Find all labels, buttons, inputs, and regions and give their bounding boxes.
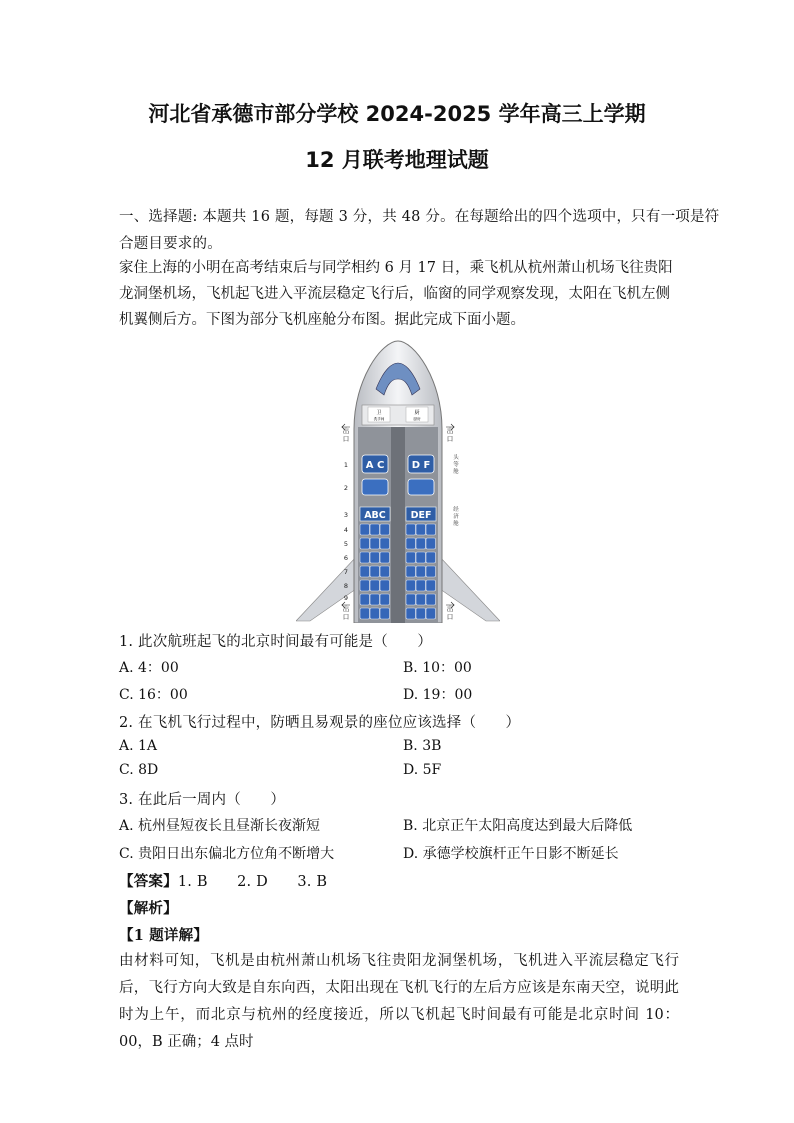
economy-seat (406, 538, 416, 549)
economy-seat (416, 594, 426, 605)
svg-text:厨房: 厨房 (413, 417, 421, 421)
economy-seat (380, 580, 390, 591)
svg-text:DEF: DEF (410, 510, 432, 521)
economy-seat (416, 608, 426, 619)
economy-seat (380, 608, 390, 619)
economy-seat (360, 524, 370, 535)
economy-seat (370, 552, 380, 563)
svg-text:5: 5 (343, 540, 349, 548)
answer-text: 1. B 2. D 3. B (177, 874, 328, 890)
svg-text:厨: 厨 (414, 410, 420, 416)
svg-text:1: 1 (343, 461, 349, 469)
question-2-option-a[interactable]: A. 1A (119, 738, 158, 754)
question-3-option-d[interactable]: D. 承德学校旗杆正午日影不断延长 (403, 846, 619, 862)
svg-text:口: 口 (342, 435, 350, 443)
economy-seat (370, 566, 380, 577)
answer-label: 【答案】 (119, 873, 178, 890)
economy-seat (406, 566, 416, 577)
economy-seat (380, 552, 390, 563)
svg-text:D F: D F (411, 460, 431, 471)
economy-seat (360, 566, 370, 577)
economy-seat (426, 608, 436, 619)
economy-seat (360, 580, 370, 591)
economy-seat (426, 538, 436, 549)
analysis-heading: 【解析】 (119, 900, 178, 917)
question-2-option-d[interactable]: D. 5F (403, 762, 442, 778)
svg-text:舱: 舱 (453, 521, 459, 527)
economy-seat (416, 524, 426, 535)
economy-seat (406, 524, 416, 535)
economy-seat (370, 580, 380, 591)
svg-text:A C: A C (365, 460, 385, 471)
economy-seat (426, 552, 436, 563)
svg-text:经: 经 (453, 507, 459, 513)
question-1-option-c[interactable]: C. 16：00 (119, 687, 188, 703)
economy-seat (370, 538, 380, 549)
question-3-option-a[interactable]: A. 杭州昼短夜长且昼渐长夜渐短 (119, 818, 321, 834)
svg-text:ABC: ABC (364, 510, 386, 521)
economy-seat (360, 552, 370, 563)
question-3-option-b[interactable]: B. 北京正午太阳高度达到最大后降低 (403, 818, 633, 834)
svg-text:口: 口 (342, 613, 350, 621)
economy-seat (426, 594, 436, 605)
question-3-stem: 3. 在此后一周内（ ） (119, 792, 286, 808)
svg-text:等: 等 (453, 462, 459, 468)
economy-seat (426, 580, 436, 591)
economy-seat (380, 566, 390, 577)
question-1-option-a[interactable]: A. 4：00 (119, 660, 179, 676)
detail-heading: 【1 题详解】 (119, 927, 209, 944)
economy-seat (406, 594, 416, 605)
economy-seat (370, 608, 380, 619)
svg-text:3: 3 (343, 511, 349, 519)
section-instruction-line2: 合题目要求的。 (119, 236, 222, 252)
economy-seat (426, 566, 436, 577)
question-1-stem: 1. 此次航班起飞的北京时间最有可能是（ ） (119, 634, 433, 650)
economy-seat (370, 524, 380, 535)
svg-text:2: 2 (343, 484, 349, 492)
question-2-stem: 2. 在飞机飞行过程中，防晒且易观景的座位应该选择（ ） (119, 715, 521, 731)
svg-text:洗手间: 洗手间 (373, 417, 385, 421)
svg-text:出: 出 (446, 427, 454, 435)
economy-seat (406, 552, 416, 563)
economy-seat (380, 538, 390, 549)
economy-seat (360, 608, 370, 619)
question-1-option-d[interactable]: D. 19：00 (403, 687, 473, 703)
economy-seat (360, 594, 370, 605)
svg-text:口: 口 (446, 613, 454, 621)
svg-text:出: 出 (446, 605, 454, 613)
question-1-option-b[interactable]: B. 10：00 (403, 660, 472, 676)
svg-text:4: 4 (343, 526, 349, 534)
svg-text:舱: 舱 (453, 469, 459, 475)
question-3-option-c[interactable]: C. 贵阳日出东偏北方位角不断增大 (119, 846, 335, 862)
economy-seat (360, 538, 370, 549)
seat-map-figure (296, 339, 500, 623)
aisle (391, 427, 405, 623)
detail-paragraph: 由材料可知，飞机是由杭州萧山机场飞往贵阳龙洞堡机场，飞机进入平流层稳定飞行后，飞行方向大致是自东向西，太阳出现在飞机飞行的左后方应该是东南天空，说明此时为上午，而北京与杭州的经度接近，所以飞机起飞时间最有可能是北京时间 10：00，B 正确；4 点时 (119, 953, 679, 1050)
svg-text:口: 口 (446, 435, 454, 443)
question-2-option-b[interactable]: B. 3B (403, 738, 442, 754)
svg-text:出: 出 (342, 605, 350, 613)
section-instruction-line1: 一、选择题: 本题共 16 题，每题 3 分，共 48 分。在每题给出的四个选项中，只有一项是符 (119, 209, 720, 225)
economy-seat (416, 566, 426, 577)
economy-seat (406, 580, 416, 591)
svg-text:9: 9 (343, 594, 349, 602)
svg-text:8: 8 (343, 582, 349, 590)
answer-line (119, 870, 327, 891)
question-2-option-c[interactable]: C. 8D (119, 762, 159, 778)
svg-text:6: 6 (343, 554, 349, 562)
economy-seat (416, 580, 426, 591)
economy-seat (380, 594, 390, 605)
document-title-line2: 12 月联考地理试题 (305, 148, 489, 172)
document-title-line1: 河北省承德市部分学校 2024-2025 学年高三上学期 (148, 102, 646, 126)
economy-seat (416, 552, 426, 563)
svg-text:出: 出 (342, 427, 350, 435)
svg-text:济: 济 (453, 514, 459, 520)
economy-seat (426, 524, 436, 535)
economy-seat (416, 538, 426, 549)
svg-text:卫: 卫 (376, 410, 382, 416)
economy-seat (380, 524, 390, 535)
svg-text:头: 头 (453, 455, 459, 461)
economy-seat (370, 594, 380, 605)
svg-text:7: 7 (343, 568, 349, 576)
economy-seat (406, 608, 416, 619)
material-paragraph: 家住上海的小明在高考结束后与同学相约 6 月 17 日，乘飞机从杭州萧山机场飞往贵阳龙洞堡机场，飞机起飞进入平流层稳定飞行后，临窗的同学观察发现，太阳在飞机左侧机翼侧后方。下图为部分飞机座舱分布图。据此完成下面小题。 (119, 260, 673, 328)
